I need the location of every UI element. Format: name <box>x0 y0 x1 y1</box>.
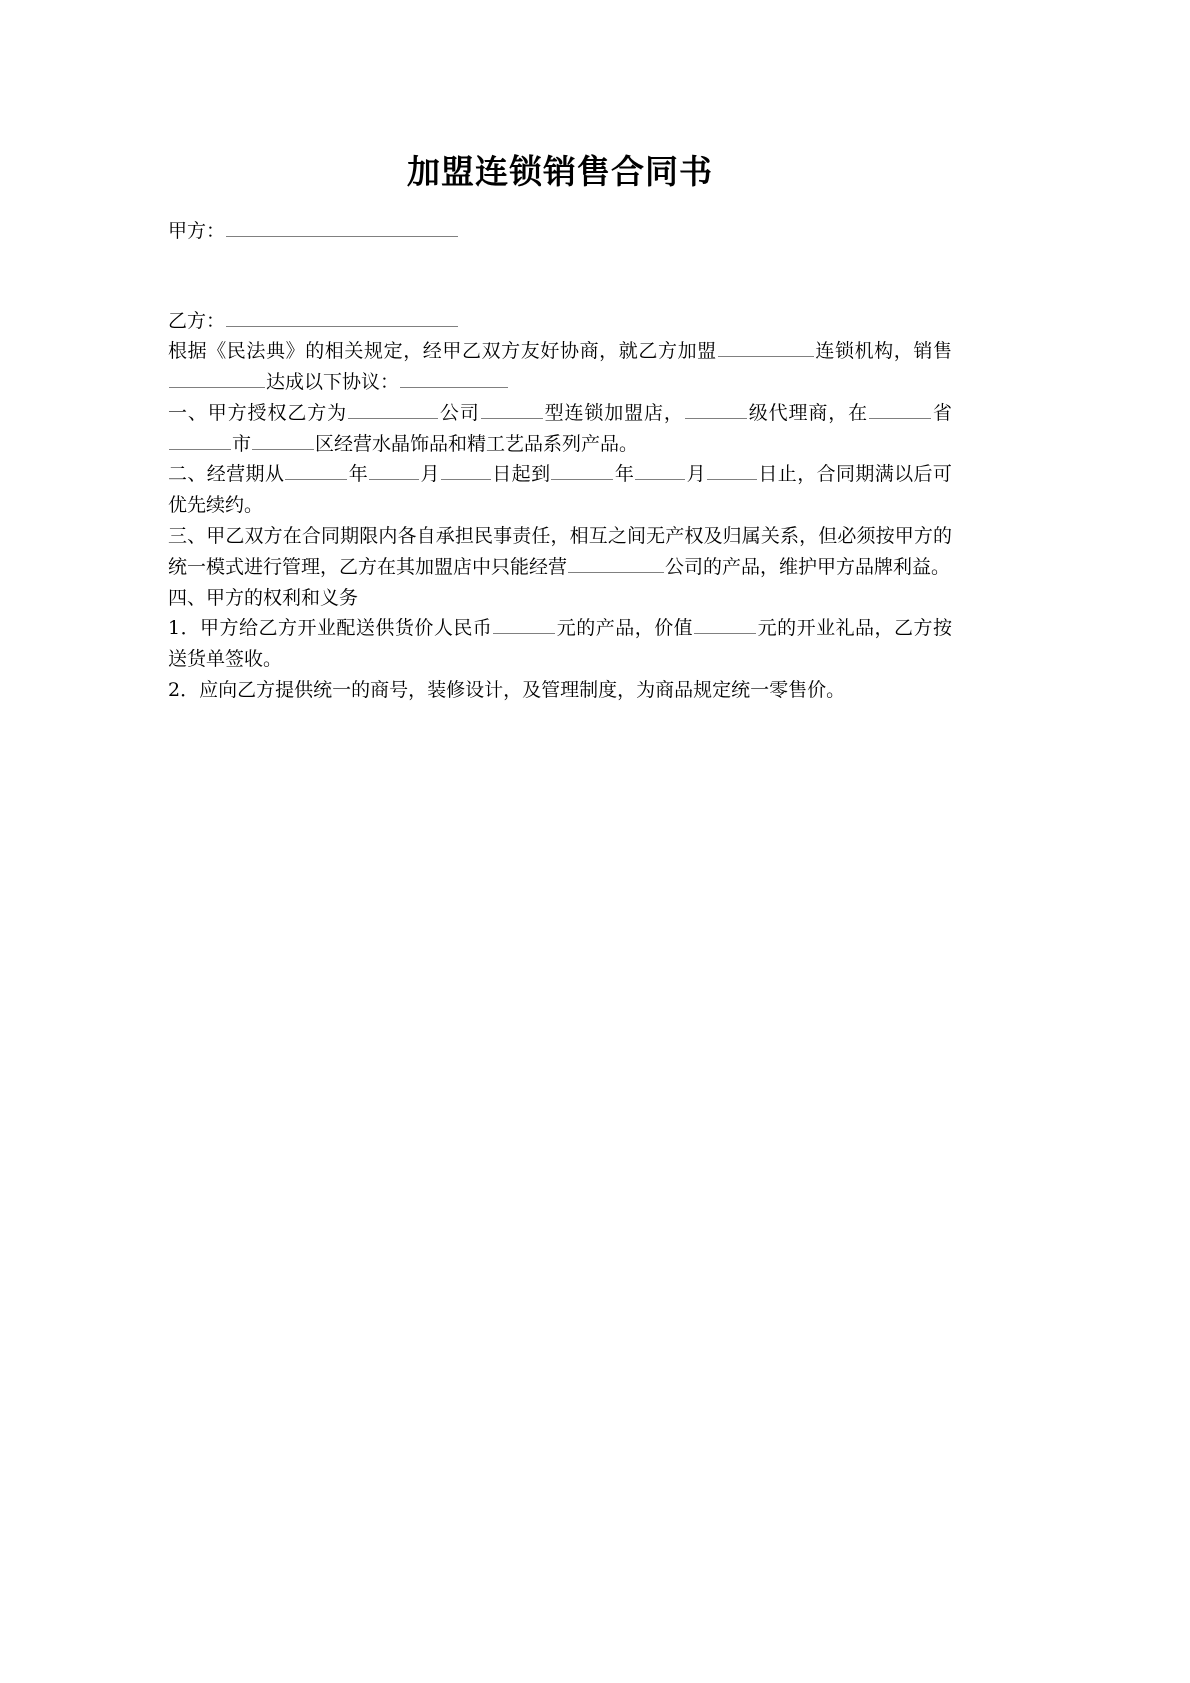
section-1-blank-province[interactable] <box>869 398 931 419</box>
document-content <box>168 0 952 706</box>
section-1-paragraph <box>168 398 952 460</box>
intro-blank-1[interactable] <box>718 336 814 357</box>
party-b-line <box>168 306 952 336</box>
section-2-text-7: 日止，合同期满以后可优先续约。 <box>168 463 952 517</box>
section-2-blank-start-year[interactable] <box>285 460 347 481</box>
intro-paragraph <box>168 336 952 398</box>
section-2-blank-start-month[interactable] <box>369 460 419 481</box>
intro-text-1: 根据《民法典》的相关规定，经甲乙双方友好协商，就乙方加盟 <box>168 340 717 363</box>
party-b-label: 乙方： <box>168 309 226 332</box>
section-2-text-6: 月 <box>686 463 707 486</box>
section-1-text-7: 区经营水晶饰品和精工艺品系列产品。 <box>315 432 639 455</box>
item-2-text-1: 2．应向乙方提供统一的商号，装修设计，及管理制度，为商品规定统一零售价。 <box>168 678 846 701</box>
section-1-blank-city[interactable] <box>169 429 231 450</box>
item-1-text-2: 元的产品，价值 <box>556 617 694 640</box>
item-1-text-1: 1．甲方给乙方开业配送供货价人民币 <box>168 617 493 640</box>
section-3-text-2: 公司的产品，维护甲方品牌利益。 <box>665 555 951 578</box>
section-2-text-5: 年 <box>614 463 635 486</box>
section-1-text-6: 市 <box>232 432 252 455</box>
section-1-text-2: 公司 <box>439 401 480 424</box>
section-1-blank-type[interactable] <box>481 398 543 419</box>
section-1-text-3: 型连锁加盟店， <box>543 401 684 424</box>
section-1-blank-company[interactable] <box>348 398 438 419</box>
section-2-text-3: 月 <box>420 463 440 486</box>
section-2-text-2: 年 <box>348 463 369 486</box>
intro-blank-3[interactable] <box>400 367 508 388</box>
section-3-paragraph <box>168 521 952 583</box>
section-1-blank-district[interactable] <box>252 429 314 450</box>
item-1-blank-gift-value[interactable] <box>694 613 756 634</box>
section-4-heading-text: 四、甲方的权利和义务 <box>168 586 359 609</box>
party-b-input-blank[interactable] <box>226 306 458 327</box>
party-a-line <box>168 216 952 246</box>
section-2-text-1: 二、经营期从 <box>168 463 285 486</box>
section-1-text-5: 省 <box>932 401 952 424</box>
intro-text-2: 连锁机构，销售 <box>814 340 952 363</box>
section-1-text-4: 级代理商，在 <box>747 401 869 424</box>
item-1-blank-amount[interactable] <box>493 613 555 634</box>
section-1-blank-level[interactable] <box>685 398 747 419</box>
section-2-blank-end-month[interactable] <box>635 460 685 481</box>
item-1-paragraph <box>168 613 952 675</box>
section-2-blank-end-day[interactable] <box>707 460 757 481</box>
item-2-paragraph <box>168 675 952 706</box>
section-3-text-1: 三、甲乙双方在合同期限内各自承担民事责任，相互之间无产权及归属关系，但必须按甲方的统一模式进行管理，乙方在其加盟店中只能经营 <box>168 524 952 578</box>
section-4-heading <box>168 583 952 614</box>
section-2-blank-end-year[interactable] <box>551 460 613 481</box>
intro-text-3: 达成以下协议： <box>266 371 400 394</box>
intro-blank-2[interactable] <box>169 367 265 388</box>
item-1-text-3: 元的开业礼品，乙方按送货单签收。 <box>168 617 952 671</box>
party-a-label: 甲方： <box>168 219 226 242</box>
section-2-text-4: 日起到 <box>491 463 551 486</box>
section-1-text-1: 一、甲方授权乙方为 <box>168 401 348 424</box>
section-2-blank-start-day[interactable] <box>441 460 491 481</box>
party-a-input-blank[interactable] <box>226 216 458 237</box>
section-3-blank-company[interactable] <box>568 552 664 573</box>
page-title: 加盟连锁销售合同书 <box>407 152 713 191</box>
section-2-paragraph <box>168 459 952 521</box>
